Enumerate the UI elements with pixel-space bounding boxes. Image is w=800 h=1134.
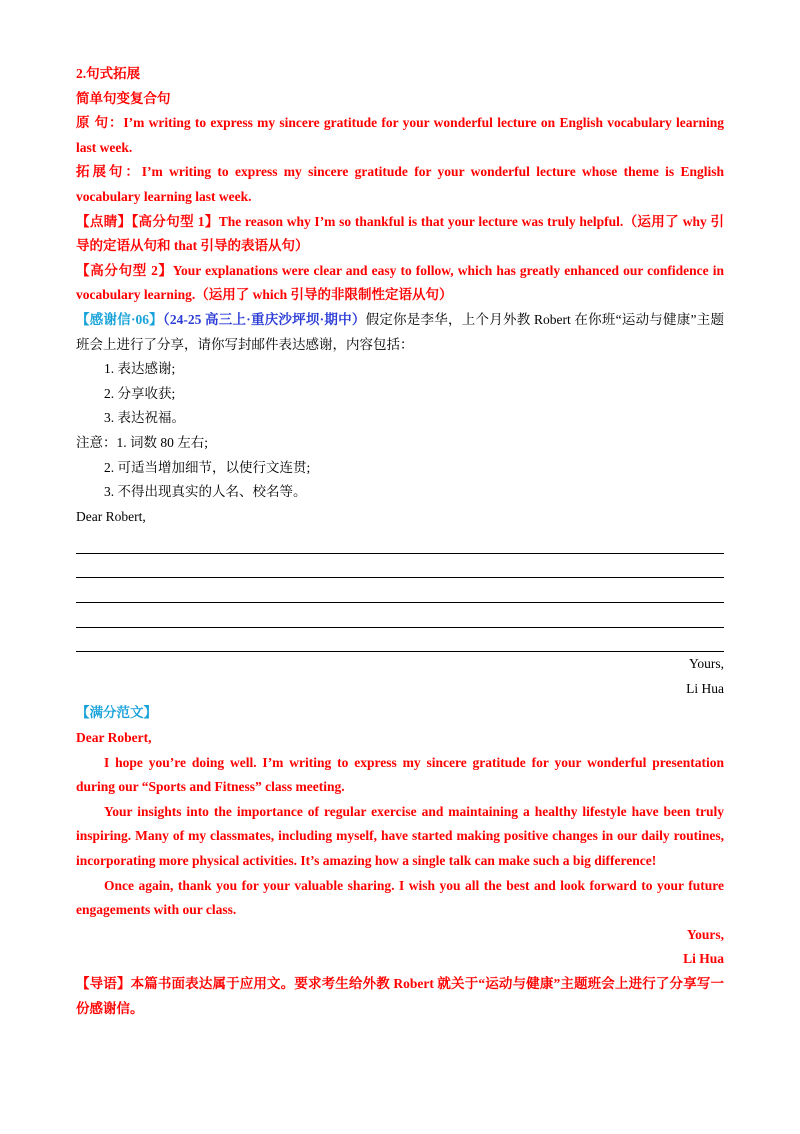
answer-lines <box>76 529 724 652</box>
model-salutation: Dear Robert, <box>76 730 152 746</box>
model-paragraph: Once again, thank you for your valuable sharing. I wish you all the best and look forward to your future engagements with our class. <box>76 877 724 918</box>
task-source: （24-25 高三上·重庆沙坪坝·期中） <box>162 311 366 327</box>
expanded-sentence: 拓展句：I’m writing to express my sincere gratitude for your wonderful lecture whose theme is English vocabulary learning last week. <box>76 164 724 204</box>
answer-line <box>76 578 724 603</box>
document-page <box>76 62 724 1021</box>
letter-closing: Yours, <box>688 656 724 672</box>
subsection-title: 简单句变复合句 <box>76 90 171 106</box>
notes-label: 注意： <box>76 434 117 450</box>
letter-salutation: Dear Robert, <box>76 508 146 524</box>
answer-line <box>76 628 724 653</box>
section-title: 2.句式拓展 <box>76 66 141 81</box>
original-sentence: 原 句：I’m writing to express my sincere gratitude for your wonderful lecture on English vocabulary learning last week. <box>76 115 724 155</box>
model-closing: Yours, <box>686 926 724 942</box>
answer-line <box>76 603 724 628</box>
task-item: 1. 表达感谢; <box>104 361 176 377</box>
model-signature: Li Hua <box>683 951 724 967</box>
answer-line <box>76 529 724 554</box>
letter-signature: Li Hua <box>686 680 724 696</box>
task-note: 3. 不得出现真实的人名、校名等。 <box>104 484 307 500</box>
task-item: 3. 表达祝福。 <box>104 410 185 426</box>
model-paragraph: I hope you’re doing well. I’m writing to express my sincere gratitude for your wonderful presentation during our “Sports and Fitness” class meeting. <box>76 754 724 795</box>
answer-line <box>76 554 724 579</box>
task-prompt <box>76 308 724 357</box>
task-note: 注意：1. 词数 80 左右; <box>76 434 209 450</box>
highlight-sentence-2: 【高分句型 2】Your explanations were clear and easy to follow, which has greatly enhanced our confidence in vocabulary learning.（运用了 which 引导的非限制性定语从句） <box>76 262 724 303</box>
guide-text: 【导语】本篇书面表达属于应用文。要求考生给外教 Robert 就关于“运动与健康”主题班会上进行了分享写一份感谢信。 <box>76 975 724 1016</box>
model-paragraph: Your insights into the importance of regular exercise and maintaining a healthy lifestyle have been truly inspiring. Many of my classmates, including myself, have started making positive changes in our daily routines, incorporating more physical activities. It’s amazing how a single talk can make such a big difference! <box>76 803 724 868</box>
task-tag: 【感谢信·06】 <box>76 311 163 327</box>
task-prompt-text: 假定你是李华，上个月外教 Robert 在你班“运动与健康”主题班会上进行了分享，请你写封邮件表达感谢，内容包括： <box>76 311 724 352</box>
highlight-sentence-1: 【点睛】【高分句型 1】The reason why I’m so thankful is that your lecture was truly helpful.（运用了 why 引导的定语从句和 that 引导的表语从句） <box>76 213 724 254</box>
task-note: 2. 可适当增加细节，以使行文连贯; <box>104 459 311 475</box>
task-item: 2. 分享收获; <box>104 385 176 401</box>
model-essay-tag: 【满分范文】 <box>76 705 157 721</box>
